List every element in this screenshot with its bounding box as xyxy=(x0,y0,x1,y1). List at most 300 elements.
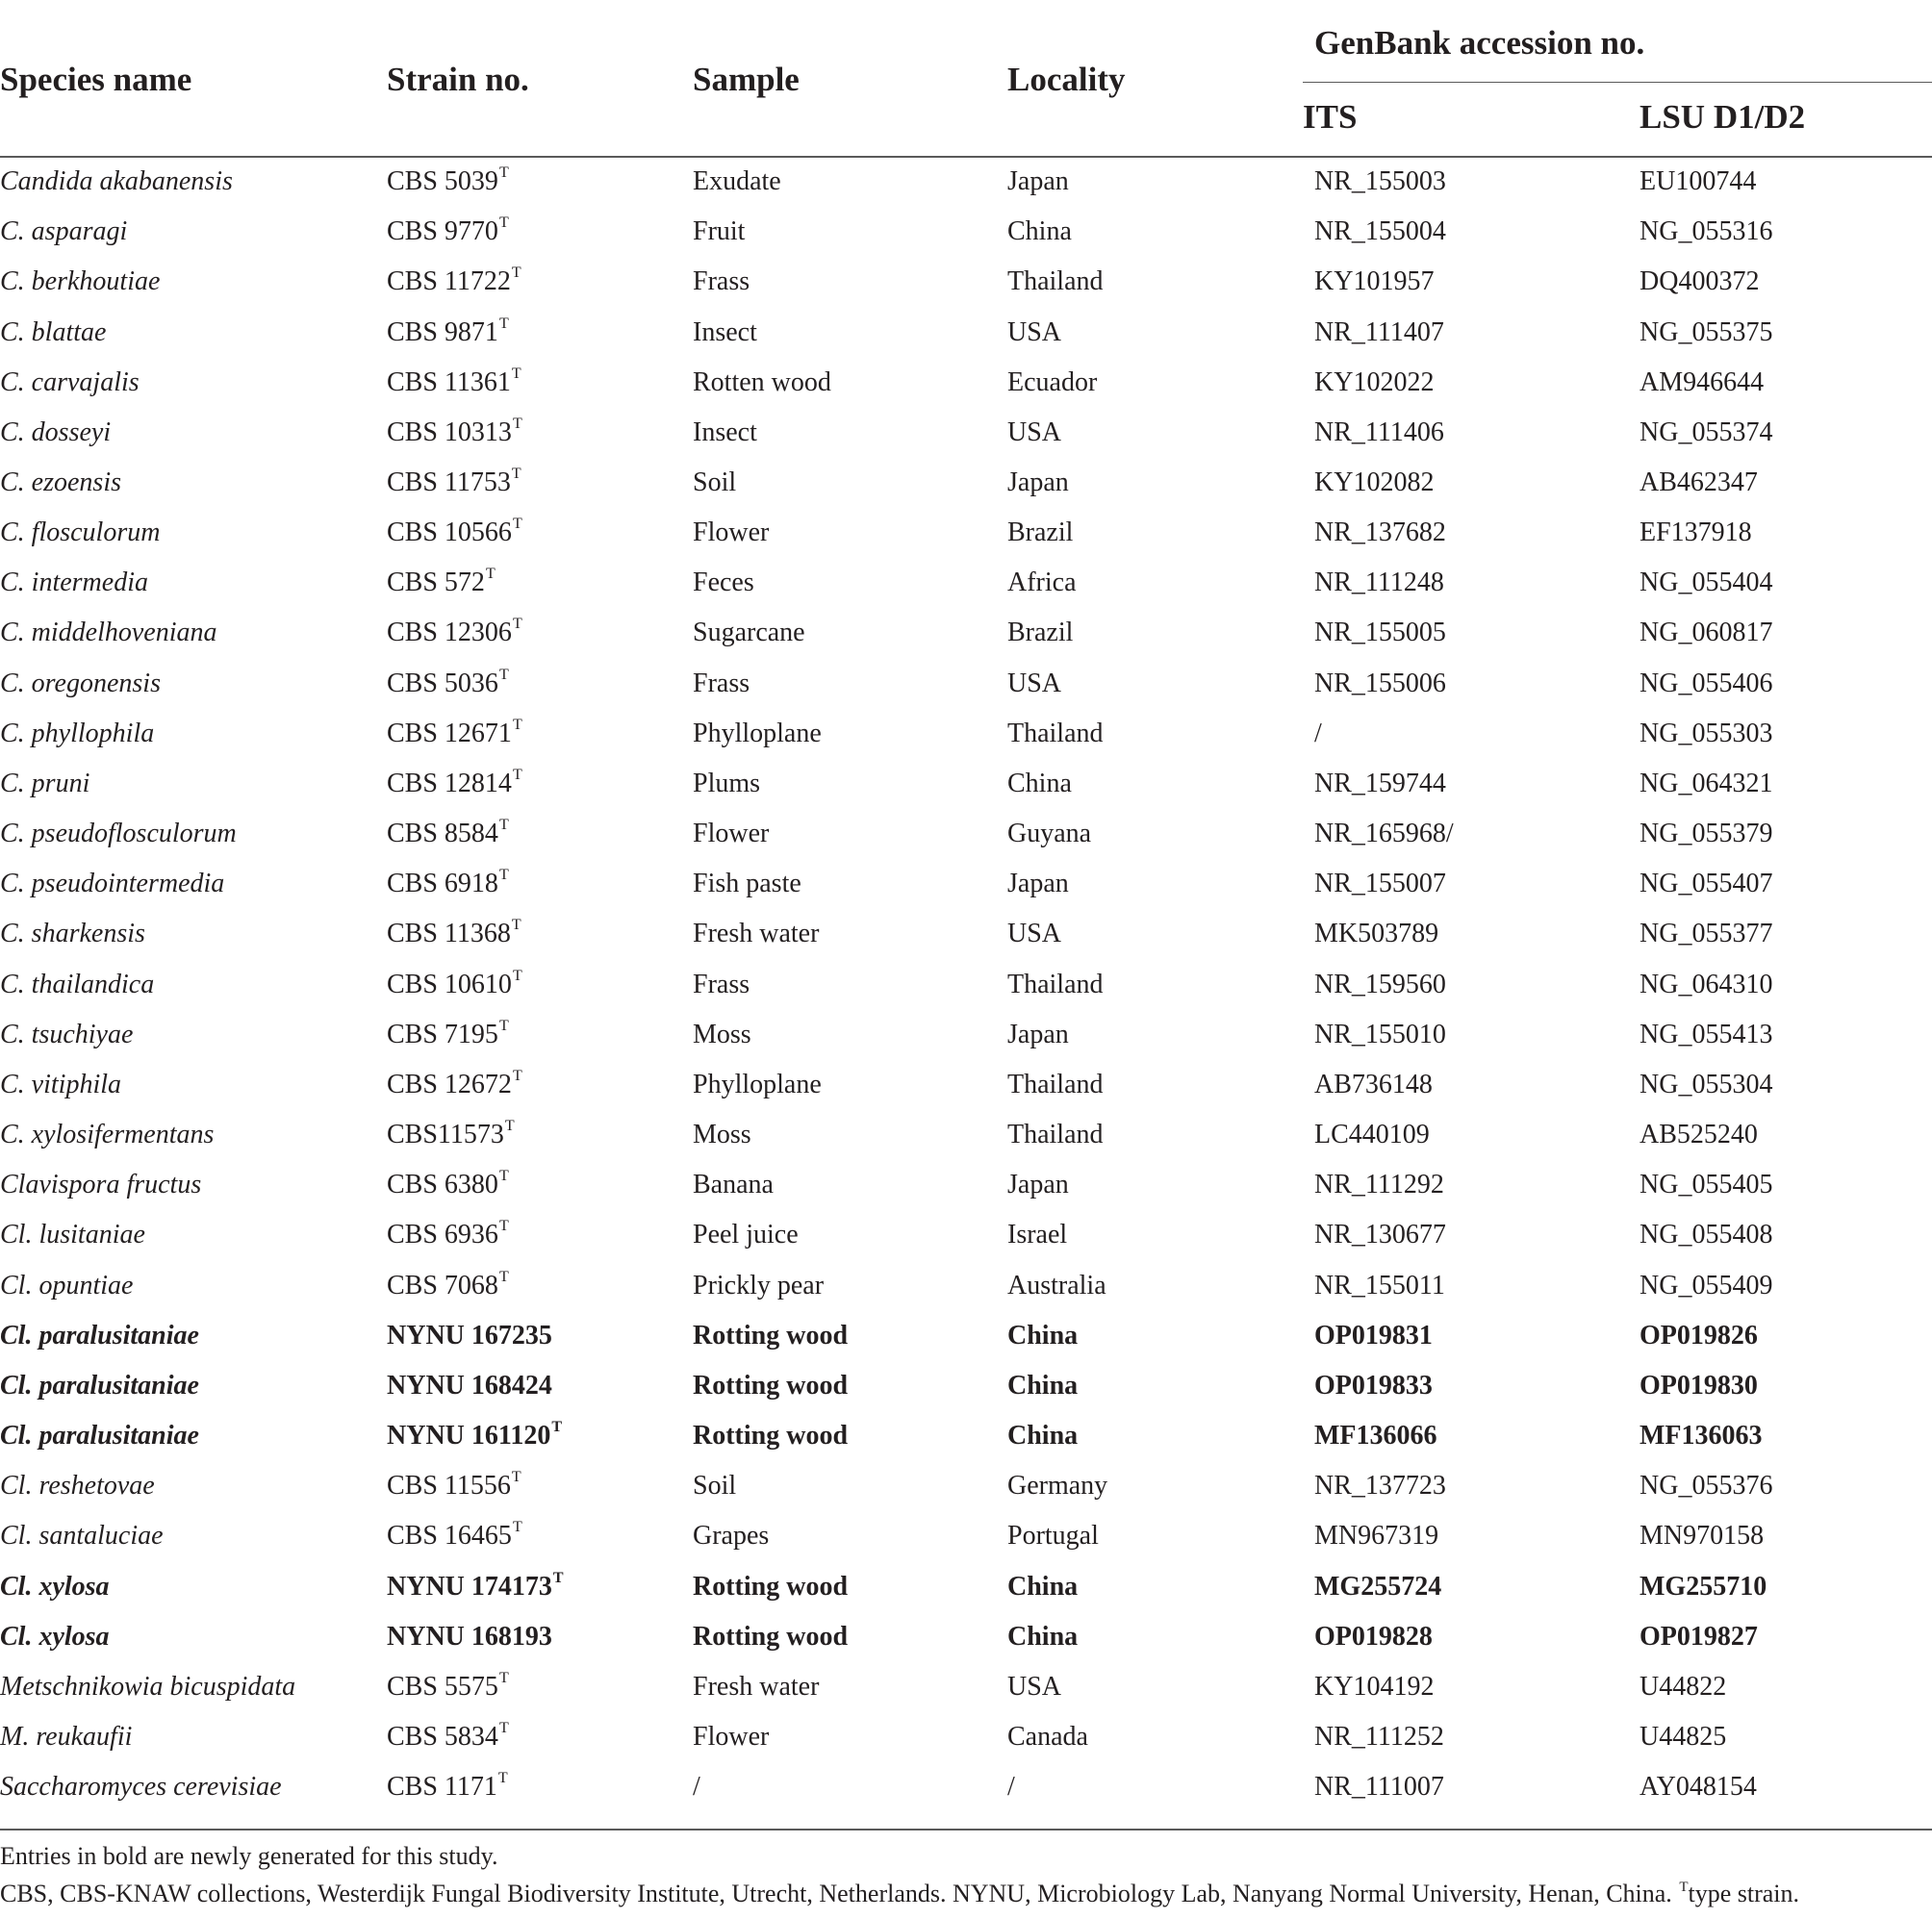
its-text: NR_130677 xyxy=(1314,1220,1446,1250)
cell-lsu xyxy=(1640,558,1772,608)
strain-text: CBS 11556 xyxy=(387,1471,511,1502)
cell-species xyxy=(0,308,106,358)
cell-sample xyxy=(693,1511,769,1561)
cell-species xyxy=(0,207,127,257)
species-text: Clavispora fructus xyxy=(0,1170,202,1200)
cell-sample xyxy=(693,859,801,909)
cell-sample xyxy=(693,1411,848,1461)
table-row xyxy=(0,1662,1932,1712)
cell-lsu xyxy=(1640,909,1772,959)
locality-text: Japan xyxy=(1007,1170,1069,1200)
cell-strain xyxy=(387,659,509,709)
cell-its xyxy=(1314,1461,1446,1511)
sample-text: Exudate xyxy=(693,166,781,196)
locality-text: China xyxy=(1007,768,1072,798)
sample-text: Moss xyxy=(693,1019,751,1049)
table-row xyxy=(0,1762,1932,1812)
strain-text: NYNU 167235 xyxy=(387,1320,552,1351)
its-text: KY101957 xyxy=(1314,266,1435,297)
cell-species xyxy=(0,1110,214,1160)
lsu-text: AB462347 xyxy=(1640,467,1758,497)
cell-its xyxy=(1314,408,1444,458)
species-text: C. dosseyi xyxy=(0,417,112,447)
table-row xyxy=(0,1010,1932,1060)
cell-its xyxy=(1314,558,1444,608)
its-text: OP019831 xyxy=(1314,1320,1433,1351)
strain-text: CBS 6936 xyxy=(387,1220,498,1250)
table-row xyxy=(0,1110,1932,1160)
its-text: NR_111252 xyxy=(1314,1722,1444,1752)
cell-strain xyxy=(387,1612,552,1662)
cell-locality xyxy=(1007,1562,1078,1612)
cell-its xyxy=(1314,358,1434,408)
locality-text: Thailand xyxy=(1007,1120,1104,1149)
lsu-text: U44822 xyxy=(1640,1671,1727,1702)
its-text: NR_155005 xyxy=(1314,618,1446,648)
lsu-text: NG_055375 xyxy=(1640,316,1773,347)
cell-strain xyxy=(387,257,521,307)
sample-text: Sugarcane xyxy=(693,618,805,648)
cell-species xyxy=(0,1060,121,1110)
cell-lsu xyxy=(1640,458,1758,508)
locality-text: Guyana xyxy=(1007,819,1092,849)
lsu-text: NG_055405 xyxy=(1640,1170,1773,1200)
sample-text: Insect xyxy=(693,316,757,347)
cell-sample xyxy=(693,558,754,608)
cell-sample xyxy=(693,408,757,458)
cell-its xyxy=(1314,909,1438,959)
type-strain-mark: T xyxy=(498,215,509,232)
sample-text: Prickly pear xyxy=(693,1270,825,1300)
lsu-text: NG_055304 xyxy=(1640,1069,1773,1099)
lsu-text: U44825 xyxy=(1640,1722,1727,1752)
cell-sample xyxy=(693,809,769,859)
cell-species xyxy=(0,558,148,608)
table-row xyxy=(0,1562,1932,1612)
type-strain-mark: T xyxy=(498,1669,509,1686)
cell-locality xyxy=(1007,408,1061,458)
footnote-abbreviations xyxy=(0,1878,1799,1910)
species-text: Cl. paralusitaniae xyxy=(0,1421,199,1451)
cell-strain xyxy=(387,1060,522,1110)
cell-lsu xyxy=(1640,207,1772,257)
lsu-text: AM946644 xyxy=(1640,366,1765,397)
cell-strain xyxy=(387,1662,509,1712)
cell-sample xyxy=(693,1762,700,1812)
cell-species xyxy=(0,1210,145,1260)
cell-locality xyxy=(1007,1411,1078,1461)
species-text: C. sharkensis xyxy=(0,919,145,949)
table-row xyxy=(0,1210,1932,1260)
cell-species xyxy=(0,508,160,558)
its-text: NR_137723 xyxy=(1314,1471,1446,1502)
cell-sample xyxy=(693,308,757,358)
cell-locality xyxy=(1007,909,1061,959)
sample-text: / xyxy=(693,1772,700,1803)
cell-locality xyxy=(1007,1511,1099,1561)
cell-lsu xyxy=(1640,709,1772,759)
cell-its xyxy=(1314,659,1446,709)
lsu-text: NG_055377 xyxy=(1640,919,1773,949)
lsu-text: NG_055407 xyxy=(1640,869,1773,899)
strain-text: NYNU 174173 xyxy=(387,1571,552,1602)
sample-text: Rotting wood xyxy=(693,1621,849,1652)
locality-text: USA xyxy=(1007,919,1062,949)
locality-text: China xyxy=(1007,216,1072,247)
table-row xyxy=(0,1361,1932,1411)
header-lsu: LSU D1/D2 xyxy=(1640,98,1806,136)
cell-species xyxy=(0,1511,164,1561)
strain-text: CBS 6380 xyxy=(387,1170,498,1200)
strain-text: CBS 12814 xyxy=(387,768,512,798)
its-text: KY102022 xyxy=(1314,366,1435,397)
lsu-text: OP019830 xyxy=(1640,1370,1758,1401)
locality-text: Japan xyxy=(1007,467,1069,497)
table-row xyxy=(0,1160,1932,1210)
cell-locality xyxy=(1007,1160,1069,1210)
cell-its xyxy=(1314,1662,1434,1712)
cell-species xyxy=(0,1261,133,1311)
cell-species xyxy=(0,1712,132,1762)
locality-text: USA xyxy=(1007,668,1062,698)
its-text: NR_111007 xyxy=(1314,1772,1444,1803)
cell-species xyxy=(0,1361,199,1411)
type-strain-mark: T xyxy=(511,917,521,934)
strain-text: NYNU 168424 xyxy=(387,1370,552,1401)
lsu-text: MF136063 xyxy=(1640,1421,1763,1451)
sample-text: Rotting wood xyxy=(693,1320,849,1351)
lsu-text: OP019826 xyxy=(1640,1320,1758,1351)
its-text: OP019833 xyxy=(1314,1370,1433,1401)
type-strain-mark: T xyxy=(498,817,509,834)
cell-locality xyxy=(1007,1110,1104,1160)
lsu-text: NG_055303 xyxy=(1640,718,1773,748)
table-row xyxy=(0,458,1932,508)
lsu-text: EU100744 xyxy=(1640,166,1757,196)
lsu-text: NG_055406 xyxy=(1640,668,1773,698)
cell-its xyxy=(1314,1311,1433,1361)
cell-lsu xyxy=(1640,1261,1772,1311)
type-strain-mark: T xyxy=(511,265,521,282)
its-text: NR_165968/ xyxy=(1314,819,1454,849)
species-text: C. asparagi xyxy=(0,216,128,247)
lsu-text: EF137918 xyxy=(1640,518,1752,548)
table-row xyxy=(0,1261,1932,1311)
lsu-text: NG_064310 xyxy=(1640,969,1773,999)
type-strain-mark: T xyxy=(504,1118,515,1134)
its-text: NR_155007 xyxy=(1314,869,1446,899)
cell-locality xyxy=(1007,207,1072,257)
cell-strain xyxy=(387,508,522,558)
cell-its xyxy=(1314,608,1446,658)
sample-text: Plums xyxy=(693,768,761,798)
cell-its xyxy=(1314,859,1446,909)
cell-strain xyxy=(387,1110,515,1160)
species-text: C. carvajalis xyxy=(0,366,140,397)
species-text: Metschnikowia bicuspidata xyxy=(0,1671,296,1702)
lsu-text: NG_055316 xyxy=(1640,216,1773,247)
strain-text: CBS 5575 xyxy=(387,1671,498,1702)
cell-locality xyxy=(1007,1612,1078,1662)
cell-locality xyxy=(1007,1461,1107,1511)
cell-sample xyxy=(693,909,819,959)
cell-sample xyxy=(693,759,760,809)
cell-lsu xyxy=(1640,1511,1764,1561)
species-text: Cl. paralusitaniae xyxy=(0,1370,199,1401)
table-row xyxy=(0,358,1932,408)
cell-sample xyxy=(693,709,822,759)
cell-lsu xyxy=(1640,1562,1767,1612)
cell-sample xyxy=(693,358,831,408)
locality-text: China xyxy=(1007,1571,1079,1602)
cell-species xyxy=(0,1411,199,1461)
cell-locality xyxy=(1007,308,1061,358)
sample-text: Phylloplane xyxy=(693,718,822,748)
header-locality: Locality xyxy=(1007,61,1126,98)
sample-text: Phylloplane xyxy=(693,1069,822,1099)
table-row xyxy=(0,809,1932,859)
strain-text: CBS 572 xyxy=(387,568,485,598)
strain-text: CBS 11722 xyxy=(387,266,511,297)
cell-its xyxy=(1314,960,1446,1010)
header-species: Species name xyxy=(0,61,192,98)
type-strain-mark: T xyxy=(498,1268,509,1285)
cell-lsu xyxy=(1640,608,1772,658)
locality-text: China xyxy=(1007,1370,1079,1401)
cell-its xyxy=(1314,257,1434,307)
locality-text: USA xyxy=(1007,1671,1062,1702)
cell-sample xyxy=(693,659,750,709)
cell-species xyxy=(0,1612,110,1662)
species-text: Saccharomyces cerevisiae xyxy=(0,1772,282,1803)
cell-species xyxy=(0,157,233,207)
table-row xyxy=(0,207,1932,257)
sample-text: Frass xyxy=(693,969,750,999)
cell-sample xyxy=(693,207,745,257)
footnote-abbreviations-text: CBS, CBS-KNAW collections, Westerdijk Fungal Biodiversity Institute, Utrecht, Netherlands. NYNU, Microbiology Lab, Nanyang Normal University, Henan, China. xyxy=(0,1880,1679,1907)
sample-text: Flower xyxy=(693,819,770,849)
its-text: KY104192 xyxy=(1314,1671,1435,1702)
cell-species xyxy=(0,1160,201,1210)
strain-text: NYNU 168193 xyxy=(387,1621,552,1652)
its-text: NR_111292 xyxy=(1314,1170,1444,1200)
type-strain-mark: T xyxy=(512,1067,522,1084)
strain-text: CBS 10313 xyxy=(387,417,512,447)
cell-species xyxy=(0,1461,155,1511)
cell-species xyxy=(0,608,217,658)
type-strain-mark: T xyxy=(511,1469,521,1486)
locality-text: China xyxy=(1007,1320,1079,1351)
cell-species xyxy=(0,960,154,1010)
cell-lsu xyxy=(1640,1110,1758,1160)
cell-lsu xyxy=(1640,1612,1758,1662)
species-text: C. middelhoveniana xyxy=(0,618,217,648)
sample-text: Rotting wood xyxy=(693,1571,849,1602)
strain-text: CBS 1171 xyxy=(387,1772,497,1803)
cell-locality xyxy=(1007,608,1073,658)
cell-its xyxy=(1314,1010,1446,1060)
type-strain-mark: T xyxy=(511,466,521,482)
sample-text: Peel juice xyxy=(693,1220,799,1250)
genbank-divider xyxy=(1303,82,1932,83)
species-text: C. pseudointermedia xyxy=(0,869,225,899)
type-strain-mark: T xyxy=(512,716,522,733)
strain-text: CBS 5036 xyxy=(387,668,498,698)
cell-its xyxy=(1314,207,1446,257)
locality-text: Canada xyxy=(1007,1722,1088,1752)
type-strain-mark: T xyxy=(512,516,522,533)
species-text: C. flosculorum xyxy=(0,518,161,548)
cell-species xyxy=(0,257,160,307)
strain-text: CBS 10566 xyxy=(387,518,512,548)
locality-text: Brazil xyxy=(1007,618,1074,648)
its-text: MF136066 xyxy=(1314,1421,1437,1451)
lsu-text: NG_055413 xyxy=(1640,1019,1773,1049)
cell-strain xyxy=(387,1762,508,1812)
table-row xyxy=(0,308,1932,358)
locality-text: Africa xyxy=(1007,568,1077,598)
its-text: MK503789 xyxy=(1314,919,1439,949)
footnote-bold: Entries in bold are newly generated for this study. xyxy=(0,1842,498,1870)
sample-text: Soil xyxy=(693,467,737,497)
sample-text: Rotting wood xyxy=(693,1370,849,1401)
table-row xyxy=(0,659,1932,709)
lsu-text: NG_064321 xyxy=(1640,768,1773,798)
cell-lsu xyxy=(1640,1311,1758,1361)
cell-sample xyxy=(693,1261,824,1311)
cell-locality xyxy=(1007,1060,1104,1110)
cell-its xyxy=(1314,1110,1430,1160)
sample-text: Flower xyxy=(693,1722,770,1752)
cell-strain xyxy=(387,709,522,759)
species-text: C. oregonensis xyxy=(0,668,161,698)
strain-text: CBS 9770 xyxy=(387,216,498,247)
locality-text: / xyxy=(1007,1772,1015,1803)
species-text: C. intermedia xyxy=(0,568,148,598)
type-strain-mark: T xyxy=(552,1569,564,1586)
species-text: Cl. opuntiae xyxy=(0,1270,134,1300)
cell-sample xyxy=(693,1010,751,1060)
cell-locality xyxy=(1007,358,1097,408)
cell-lsu xyxy=(1640,960,1772,1010)
strain-text: CBS 11361 xyxy=(387,366,511,397)
species-text: Cl. reshetovae xyxy=(0,1471,155,1502)
strain-text: CBS 7068 xyxy=(387,1270,498,1300)
type-strain-mark: T xyxy=(497,1770,508,1787)
sample-text: Fruit xyxy=(693,216,746,247)
cell-its xyxy=(1314,1160,1444,1210)
cell-lsu xyxy=(1640,1060,1772,1110)
cell-strain xyxy=(387,458,521,508)
table-row xyxy=(0,1612,1932,1662)
strain-text: CBS 12672 xyxy=(387,1069,512,1099)
cell-its xyxy=(1314,809,1454,859)
lsu-text: AY048154 xyxy=(1640,1772,1757,1803)
type-strain-mark: T xyxy=(512,967,522,984)
type-strain-mark: T xyxy=(498,315,509,332)
sample-text: Rotten wood xyxy=(693,366,831,397)
table-row xyxy=(0,709,1932,759)
species-text: C. xylosifermentans xyxy=(0,1120,215,1149)
locality-text: Thailand xyxy=(1007,969,1104,999)
its-text: NR_137682 xyxy=(1314,518,1446,548)
cell-locality xyxy=(1007,1762,1015,1812)
cell-its xyxy=(1314,1261,1445,1311)
header-strain: Strain no. xyxy=(387,61,529,98)
its-text: NR_111406 xyxy=(1314,417,1444,447)
its-text: NR_111248 xyxy=(1314,568,1444,598)
cell-sample xyxy=(693,257,750,307)
table-row xyxy=(0,909,1932,959)
sample-text: Frass xyxy=(693,266,750,297)
sample-text: Rotting wood xyxy=(693,1421,849,1451)
cell-locality xyxy=(1007,1261,1106,1311)
species-text: C. tsuchiyae xyxy=(0,1019,134,1049)
locality-text: Germany xyxy=(1007,1471,1108,1502)
table-row xyxy=(0,859,1932,909)
table-row xyxy=(0,1712,1932,1762)
cell-strain xyxy=(387,1010,509,1060)
table-row xyxy=(0,608,1932,658)
cell-locality xyxy=(1007,809,1091,859)
footnote-type-text: type strain. xyxy=(1688,1880,1800,1907)
locality-text: USA xyxy=(1007,316,1062,347)
cell-strain xyxy=(387,909,521,959)
cell-sample xyxy=(693,1662,819,1712)
type-strain-mark: T xyxy=(498,1720,509,1736)
sample-text: Grapes xyxy=(693,1521,770,1552)
cell-lsu xyxy=(1640,1712,1726,1762)
cell-lsu xyxy=(1640,408,1772,458)
cell-locality xyxy=(1007,1210,1067,1260)
cell-lsu xyxy=(1640,358,1764,408)
strain-text: CBS 12306 xyxy=(387,618,512,648)
cell-species xyxy=(0,1762,282,1812)
type-strain-mark: T xyxy=(498,666,509,683)
cell-strain xyxy=(387,1712,509,1762)
cell-its xyxy=(1314,1411,1437,1461)
table-row xyxy=(0,257,1932,307)
cell-species xyxy=(0,358,140,408)
cell-lsu xyxy=(1640,659,1772,709)
strain-text: NYNU 161120 xyxy=(387,1421,551,1451)
table-row xyxy=(0,558,1932,608)
cell-locality xyxy=(1007,659,1061,709)
cell-lsu xyxy=(1640,1160,1772,1210)
sample-text: Frass xyxy=(693,668,750,698)
sample-text: Banana xyxy=(693,1170,774,1200)
cell-its xyxy=(1314,1060,1433,1110)
lsu-text: NG_055379 xyxy=(1640,819,1773,849)
cell-locality xyxy=(1007,859,1069,909)
strain-text: CBS 16465 xyxy=(387,1521,512,1552)
type-strain-mark: T xyxy=(511,365,521,382)
cell-locality xyxy=(1007,558,1077,608)
species-text: C. blattae xyxy=(0,316,107,347)
cell-strain xyxy=(387,308,509,358)
lsu-text: NG_055374 xyxy=(1640,417,1773,447)
table-row xyxy=(0,157,1932,207)
cell-species xyxy=(0,1662,295,1712)
strain-text: CBS11573 xyxy=(387,1120,504,1149)
type-strain-mark: T xyxy=(485,566,496,583)
cell-sample xyxy=(693,608,805,658)
table-row xyxy=(0,1311,1932,1361)
lsu-text: NG_055404 xyxy=(1640,568,1773,598)
table-row xyxy=(0,1411,1932,1461)
table-row xyxy=(0,759,1932,809)
locality-text: Thailand xyxy=(1007,1069,1104,1099)
